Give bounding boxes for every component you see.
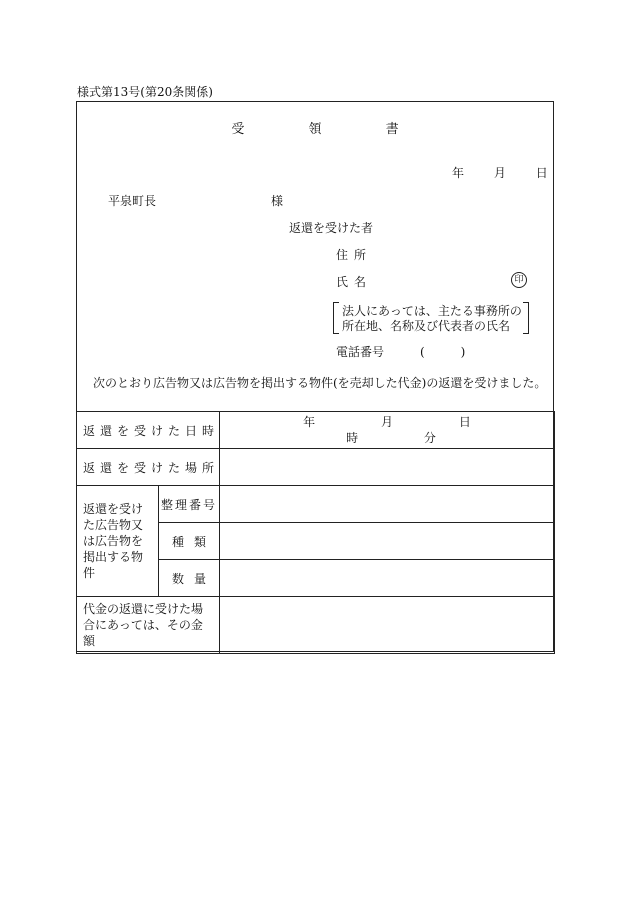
dt-day: 日 bbox=[458, 415, 471, 429]
place-value bbox=[220, 449, 555, 486]
return-details-table bbox=[76, 411, 555, 654]
name-label: 氏名 bbox=[336, 275, 373, 289]
table-row-money bbox=[77, 597, 555, 654]
date-year: 年 bbox=[452, 166, 465, 180]
bracket-left bbox=[333, 302, 339, 334]
datetime-label: 返還を受けた日時 bbox=[77, 412, 220, 449]
document-title bbox=[0, 118, 630, 137]
table-row-place bbox=[77, 449, 555, 486]
title-char-2: 領 bbox=[308, 122, 322, 137]
item-kind-value bbox=[220, 523, 555, 560]
corporate-note bbox=[333, 302, 529, 334]
statement: 次のとおり広告物又は広告物を掲出する物件(を売却した代金)の返還を受けました。 bbox=[93, 376, 547, 390]
receiver-label: 返還を受けた者 bbox=[289, 221, 374, 235]
title-char-3: 書 bbox=[385, 122, 399, 137]
date-day: 日 bbox=[535, 166, 548, 180]
corporate-note-line-1: 法人にあっては、主たる事務所の bbox=[342, 304, 522, 318]
bracket-right bbox=[523, 302, 529, 334]
issue-date bbox=[452, 164, 548, 181]
item-kind-label: 種類 bbox=[159, 523, 220, 560]
money-label: 代金の返還に受けた場合にあっては、その金額 bbox=[77, 597, 220, 654]
item-number-label: 整理番号 bbox=[159, 486, 220, 523]
seal-icon: 印 bbox=[511, 272, 527, 288]
items-label: 返還を受けた広告物又は広告物を掲出する物件 bbox=[77, 486, 159, 597]
money-value bbox=[220, 597, 555, 654]
dt-hour: 時 bbox=[346, 431, 359, 445]
dt-year: 年 bbox=[303, 415, 316, 429]
item-quantity-value bbox=[220, 560, 555, 597]
corporate-note-line-2: 所在地、名称及び代表者の氏名 bbox=[342, 319, 511, 333]
phone-area-code: ( ) bbox=[420, 345, 466, 359]
dt-month: 月 bbox=[381, 415, 394, 429]
place-label: 返還を受けた場所 bbox=[77, 449, 220, 486]
datetime-line-2 bbox=[220, 430, 554, 446]
item-number-value bbox=[220, 486, 555, 523]
date-month: 月 bbox=[493, 166, 506, 180]
honorific: 様 bbox=[271, 194, 284, 208]
phone-label: 電話番号 bbox=[336, 345, 385, 359]
item-quantity-label: 数量 bbox=[159, 560, 220, 597]
datetime-value bbox=[220, 412, 555, 449]
table-row-item-number bbox=[77, 486, 555, 523]
addressee: 平泉町長 bbox=[108, 194, 157, 208]
form-number-label: 様式第13号(第20条関係) bbox=[77, 85, 213, 99]
dt-minute: 分 bbox=[423, 431, 436, 445]
title-char-1: 受 bbox=[231, 122, 245, 137]
table-row-datetime bbox=[77, 412, 555, 449]
datetime-line-1 bbox=[220, 414, 554, 430]
address-label: 住所 bbox=[336, 248, 373, 262]
